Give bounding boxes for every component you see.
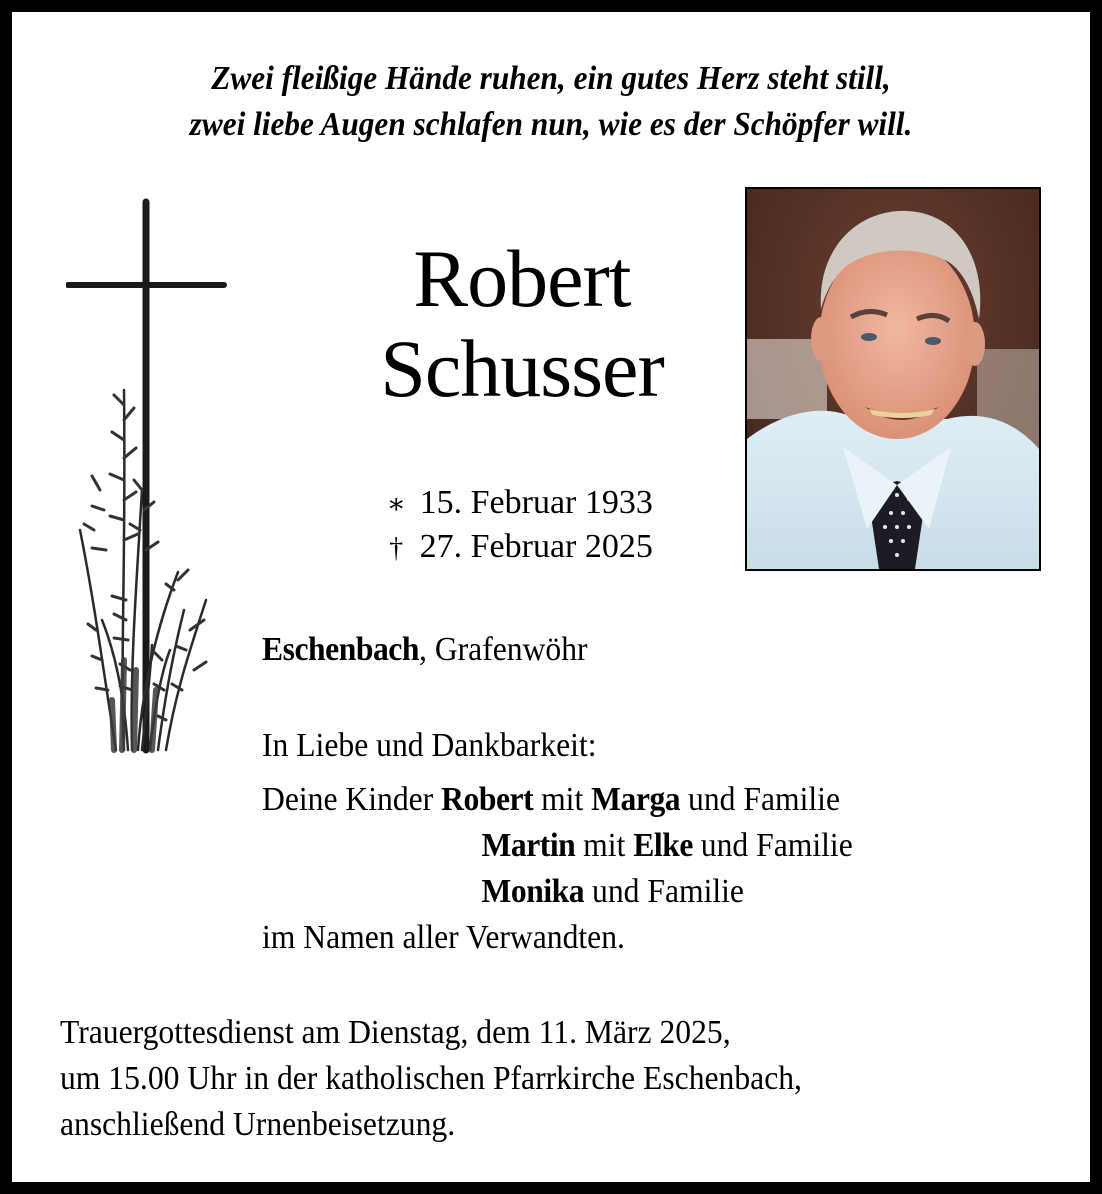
- mourner-row: [262, 824, 853, 870]
- child-name: Martin: [481, 827, 576, 864]
- death-dagger-icon: †: [389, 533, 404, 564]
- verse-line-2: zwei liebe Augen schlafen nun, wie es der Schöpfer will.: [189, 106, 913, 143]
- family-suffix: und Familie: [680, 781, 840, 818]
- birth-date: 15. Februar 1933: [419, 484, 653, 521]
- child-name: Robert: [441, 781, 534, 818]
- mourner-row: [262, 870, 853, 916]
- child-name: Monika: [481, 873, 585, 910]
- residence-places: [262, 628, 588, 672]
- place-separator: ,: [419, 631, 435, 668]
- mourner-row: [262, 778, 853, 824]
- place-secondary: Grafenwöhr: [434, 631, 588, 668]
- memorial-verse: [55, 56, 1047, 148]
- mourners-prefix: Deine Kinder: [262, 781, 442, 818]
- service-line-1: Trauergottesdienst am Dienstag, dem 11. März 2025,: [60, 1014, 731, 1051]
- life-dates: [342, 482, 692, 570]
- connector-text: mit: [575, 827, 634, 864]
- family-suffix: und Familie: [692, 827, 853, 864]
- death-date-line: [342, 526, 692, 570]
- verse-line-1: Zwei fleißige Hände ruhen, ein gutes Herz steht still,: [211, 60, 891, 97]
- spouse-name: Marga: [591, 781, 681, 818]
- cross-with-grass-icon: [66, 190, 232, 760]
- place-primary: Eschenbach: [262, 631, 420, 668]
- service-line-3: anschließend Urnenbeisetzung.: [60, 1106, 456, 1143]
- deceased-name: [312, 234, 732, 414]
- birth-star-icon: ∗: [386, 489, 406, 520]
- mourners-closing: im Namen aller Verwandten.: [262, 919, 625, 956]
- funeral-service-info: [60, 1010, 802, 1148]
- family-suffix: und Familie: [584, 873, 744, 910]
- service-line-2: um 15.00 Uhr in der katholischen Pfarrkirche Eschenbach,: [60, 1060, 802, 1097]
- last-name: Schusser: [380, 323, 664, 414]
- mourners-intro: In Liebe und Dankbarkeit:: [262, 727, 597, 764]
- birth-date-line: [342, 482, 692, 526]
- mourners-children: [262, 778, 853, 916]
- first-name: Robert: [413, 233, 631, 324]
- spouse-name: Elke: [633, 827, 693, 864]
- death-date: 27. Februar 2025: [419, 528, 653, 565]
- connector-text: mit: [533, 781, 592, 818]
- portrait-photo: [745, 187, 1041, 571]
